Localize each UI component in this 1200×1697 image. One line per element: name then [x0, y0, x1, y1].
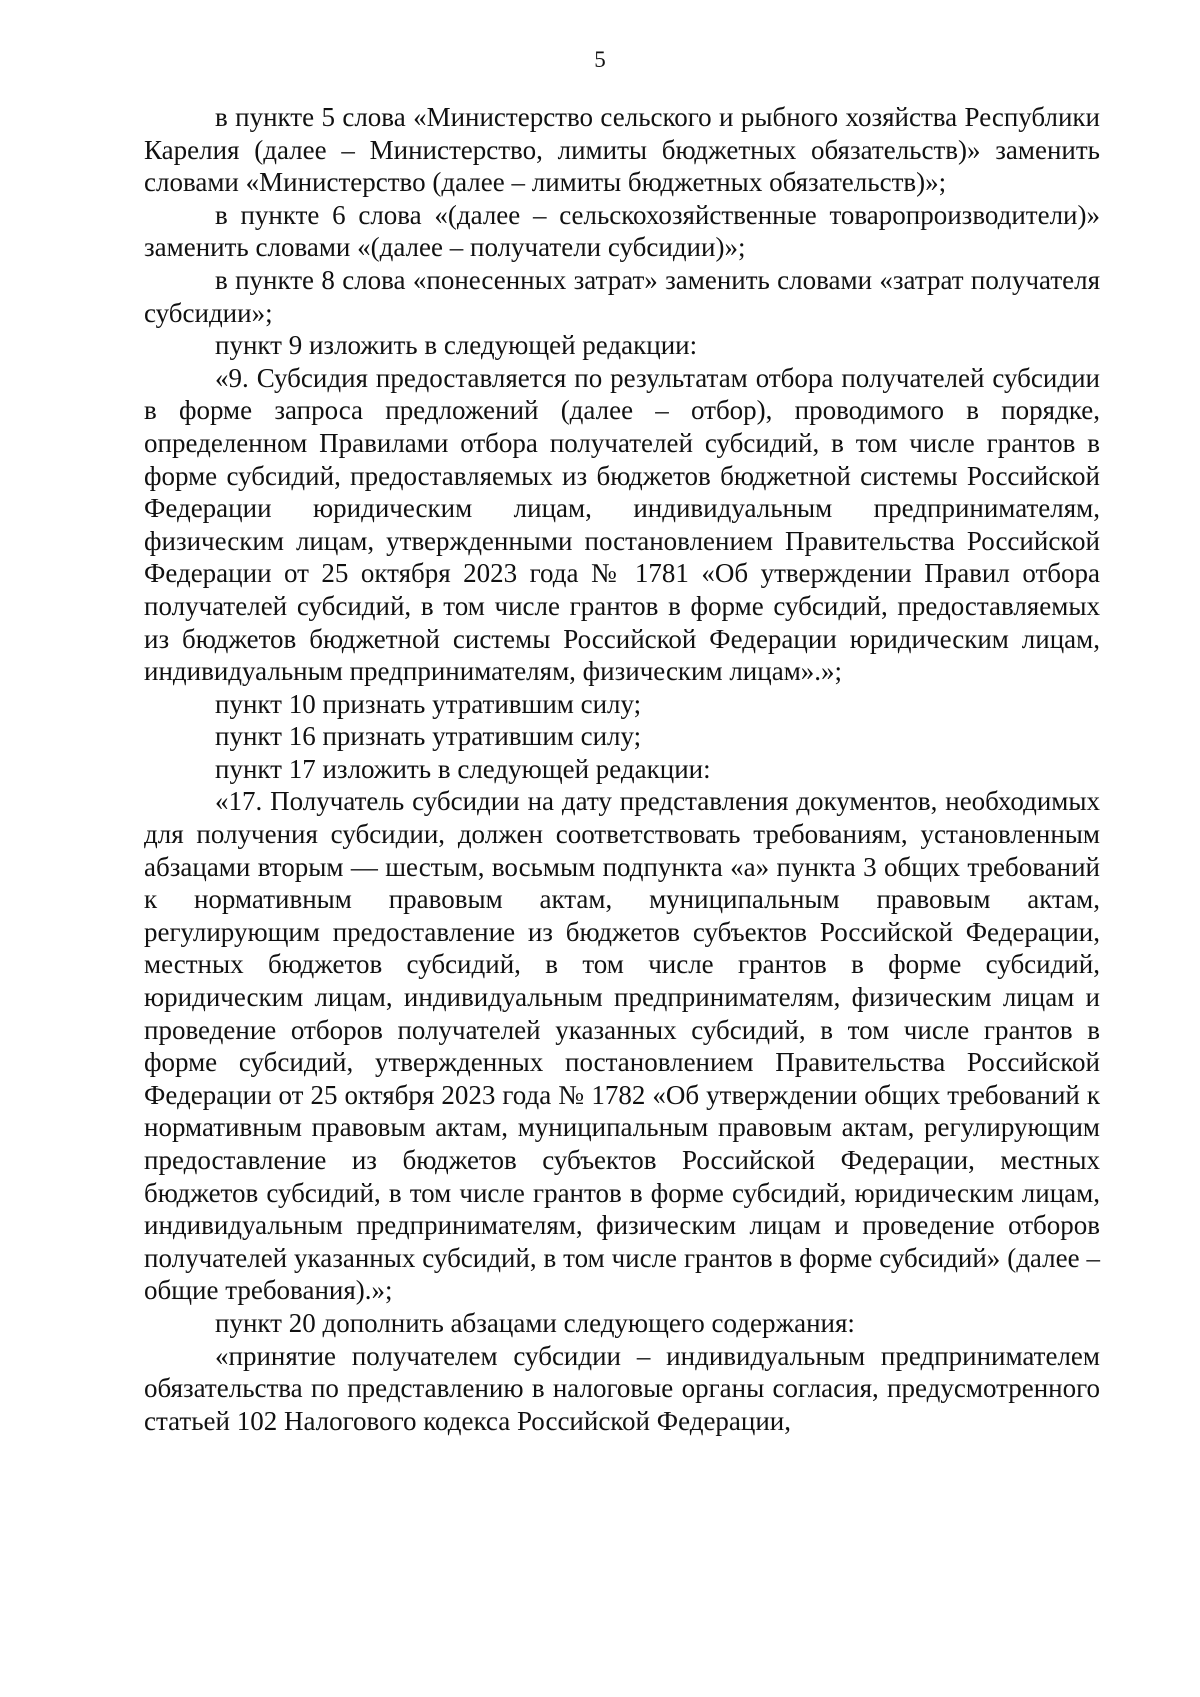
paragraph-amend-item-5: в пункте 5 слова «Министерство сельского и рыбного хозяйства Республики Карелия (далее – Министерство, лимиты бюджетных обязательств)» заменить словами «Министерство (далее – лимиты бюджетных обязательств)»;: [144, 102, 1100, 198]
paragraph-item-9-intro: пункт 9 изложить в следующей редакции:: [215, 330, 698, 361]
document-body: [144, 101, 1100, 1437]
paragraph-item-20-intro: пункт 20 дополнить абзацами следующего содержания:: [215, 1307, 855, 1338]
paragraph-item-10-repeal: пункт 10 признать утратившим силу;: [215, 688, 642, 719]
page-number: 5: [594, 47, 606, 72]
paragraph-item-20-text: «принятие получателем субсидии – индивидуальным предпринимателем обязательства по представлению в налоговые органы согласия, предусмотренного статьей 102 Налогового кодекса Российской Федерации,: [144, 1340, 1100, 1436]
paragraph-item-9-text: «9. Субсидия предоставляется по результатам отбора получателей субсидии в форме запроса предложений (далее – отбор), проводимого в порядке, определенном Правилами отбора получателей субсидий, в том числе грантов в форме субсидий, предоставляемых из бюджетов бюджетной системы Российской Федерации юридическим лицам, индивидуальным предпринимателям, физическим лицам, утвержденными постановлением Правительства Российской Федерации от 25 октября 2023 года № 1781 «Об утверждении Правил отбора получателей субсидий, в том числе грантов в форме субсидий, предоставляемых из бюджетов бюджетной системы Российской Федерации юридическим лицам, индивидуальным предпринимателям, физическим лицам».»;: [144, 362, 1100, 687]
paragraph-item-17-intro: пункт 17 изложить в следующей редакции:: [215, 753, 711, 784]
paragraph-amend-item-6: в пункте 6 слова «(далее – сельскохозяйственные товаропроизводители)» заменить словами «(далее – получатели субсидии)»;: [144, 199, 1100, 263]
paragraph-item-16-repeal: пункт 16 признать утратившим силу;: [215, 721, 642, 752]
paragraph-item-17-text: «17. Получатель субсидии на дату представления документов, необходимых для получения субсидии, должен соответствовать требованиям, установленным абзацами вторым — шестым, восьмым подпункта «а» пункта 3 общих требований к нормативным правовым актам, муниципальным правовым актам, регулирующим предоставление из бюджетов субъектов Российской Федерации, местных бюджетов субсидий, в том числе грантов в форме субсидий, юридическим лицам, индивидуальным предпринимателям, физическим лицам и проведение отборов получателей указанных субсидий, в том числе грантов в форме субсидий, утвержденных постановлением Правительства Российской Федерации от 25 октября 2023 года № 1782 «Об утверждении общих требований к нормативным правовым актам, муниципальным правовым актам, регулирующим предоставление из бюджетов субъектов Российской Федерации, местных бюджетов субсидий, в том числе грантов в форме субсидий, юридическим лицам, индивидуальным предпринимателям, физическим лицам и проведение отборов получателей указанных субсидий, в том числе грантов в форме субсидий» (далее – общие требования).»;: [144, 786, 1100, 1306]
paragraph-amend-item-8: в пункте 8 слова «понесенных затрат» заменить словами «затрат получателя субсидии»;: [144, 264, 1100, 328]
